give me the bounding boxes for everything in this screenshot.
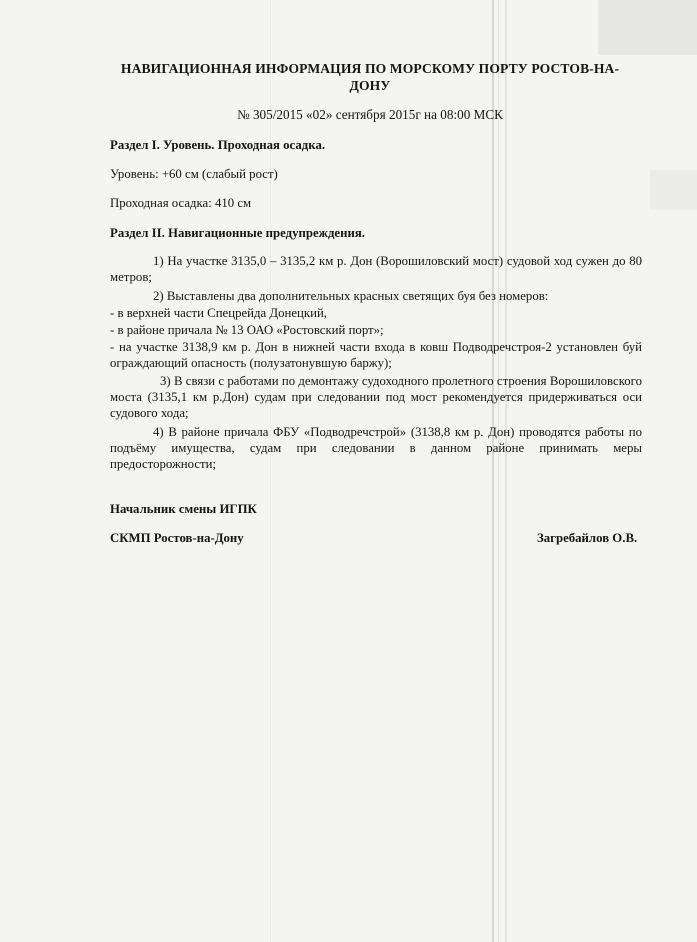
warning-item-4: 4) В районе причала ФБУ «Подводречстрой» (3138,8 км р. Дон) проводятся работы по подъёму имущества, судам при следовании в данном районе принимать меры предосторожности; <box>110 425 642 471</box>
water-level: Уровень: +60 см (слабый рост) <box>110 167 278 181</box>
warning-item-2: 2) Выставлены два дополнительных красных светящих буя без номеров: <box>153 289 549 303</box>
warning-item-2-sub-2: - в районе причала № 13 ОАО «Ростовский порт»; <box>110 323 384 337</box>
warning-item-2-sub-3: - на участке 3138,9 км р. Дон в нижней части входа в ковш Подводречстроя-2 установлен буй ограждающий опасность (полузатонувшую баржу); <box>110 340 642 370</box>
signatory-position-line-1: Начальник смены ИГПК <box>110 502 257 516</box>
scan-blotch <box>598 0 697 55</box>
warning-item-3: 3) В связи с работами по демонтажу судоходного пролетного строения Ворошиловского моста (3135,1 км р.Дон) судам при следовании под мост рекомендуется придерживаться оси судового хода; <box>110 374 642 420</box>
passing-draft: Проходная осадка: 410 см <box>110 196 252 210</box>
section2-heading: Раздел II. Навигационные предупреждения. <box>110 226 365 240</box>
bulletin-number: № 305/2015 «02» сентября 2015г на 08:00 МСК <box>237 107 503 122</box>
warning-item-2-sub-1: - в верхней части Спецрейда Донецкий, <box>110 306 328 320</box>
warning-item-1: 1) На участке 3135,0 – 3135,2 км р. Дон (Ворошиловский мост) судовой ход сужен до 80 метров; <box>110 254 642 284</box>
section1-heading: Раздел I. Уровень. Проходная осадка. <box>110 138 326 152</box>
scan-blotch <box>650 170 697 210</box>
signatory-position-line-2: СКМП Ростов-на-Дону <box>110 531 244 545</box>
signatory-name: Загребайлов О.В. <box>537 531 638 545</box>
document-title: НАВИГАЦИОННАЯ ИНФОРМАЦИЯ ПО МОРСКОМУ ПОРТУ РОСТОВ-НА-ДОНУ <box>120 61 620 93</box>
